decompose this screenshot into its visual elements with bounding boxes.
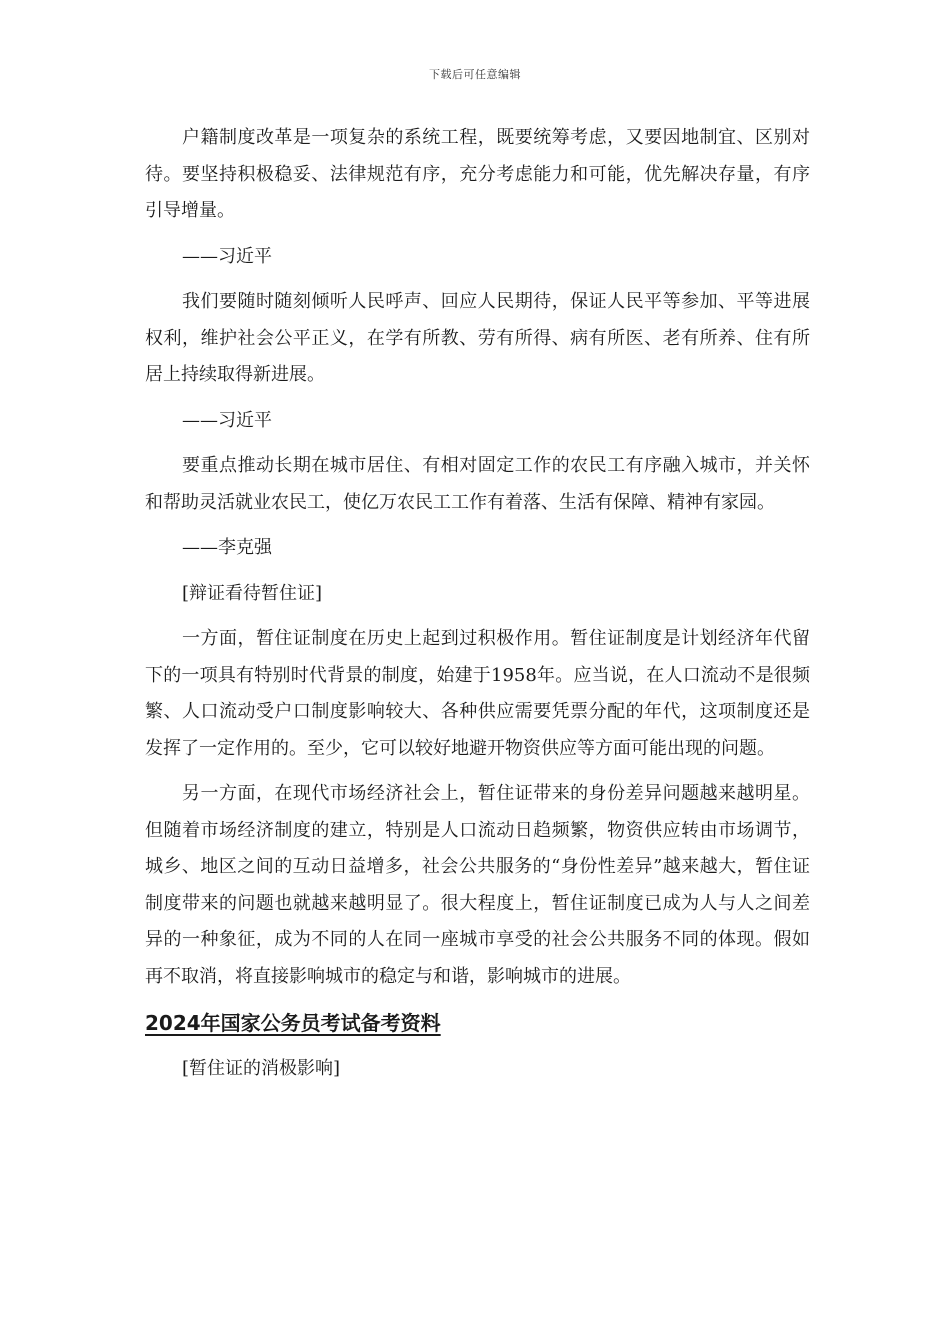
subheading-dialectical-view: [辩证看待暂住证]	[182, 582, 323, 604]
section-title: 2024年国家公务员考试备考资料	[145, 1011, 441, 1035]
quote-attribution: ——习近平	[182, 245, 272, 267]
quote-attribution: ——习近平	[182, 409, 272, 431]
paragraph-negative-aspect: 另一方面，在现代市场经济社会上，暂住证带来的身份差异问题越来越明星。但随着市场经济制度的建立，特别是人口流动日趋频繁，物资供应转由市场调节，城乡、地区之间的互动日益增多，社会公共服务的“身份性差异”越来越大，暂住证制度带来的问题也就越来越明显了。很大程度上，暂住证制度已成为人与人之间差异的一种象征，成为不同的人在同一座城市享受的社会公共服务不同的体现。假如再不取消，将直接影响城市的稳定与和谐，影响城市的进展。	[145, 783, 810, 987]
document-body	[145, 120, 810, 1097]
paragraph-migrant-workers: 要重点推动长期在城市居住、有相对固定工作的农民工有序融入城市，并关怀和帮助灵活就业农民工，使亿万农民工工作有着落、生活有保障、精神有家园。	[145, 455, 810, 513]
subheading-negative-impact: [暂住证的消极影响]	[182, 1058, 341, 1079]
paragraph-people-expectations: 我们要随时随刻倾听人民呼声、回应人民期待，保证人民平等参加、平等进展权利，维护社会公平正义，在学有所教、劳有所得、病有所医、老有所养、住有所居上持续取得新进展。	[145, 291, 810, 385]
header-note: 下载后可任意编辑	[429, 68, 521, 81]
paragraph-hukou-reform: 户籍制度改革是一项复杂的系统工程，既要统筹考虑，又要因地制宜、区别对待。要坚持积极稳妥、法律规范有序，充分考虑能力和可能，优先解决存量，有序引导增量。	[145, 127, 810, 221]
paragraph-positive-role: 一方面，暂住证制度在历史上起到过积极作用。暂住证制度是计划经济年代留下的一项具有特别时代背景的制度，始建于1958年。应当说，在人口流动不是很频繁、人口流动受户口制度影响较大、各种供应需要凭票分配的年代，这项制度还是发挥了一定作用的。至少，它可以较好地避开物资供应等方面可能出现的问题。	[145, 628, 810, 759]
quote-attribution: ——李克强	[182, 537, 272, 558]
